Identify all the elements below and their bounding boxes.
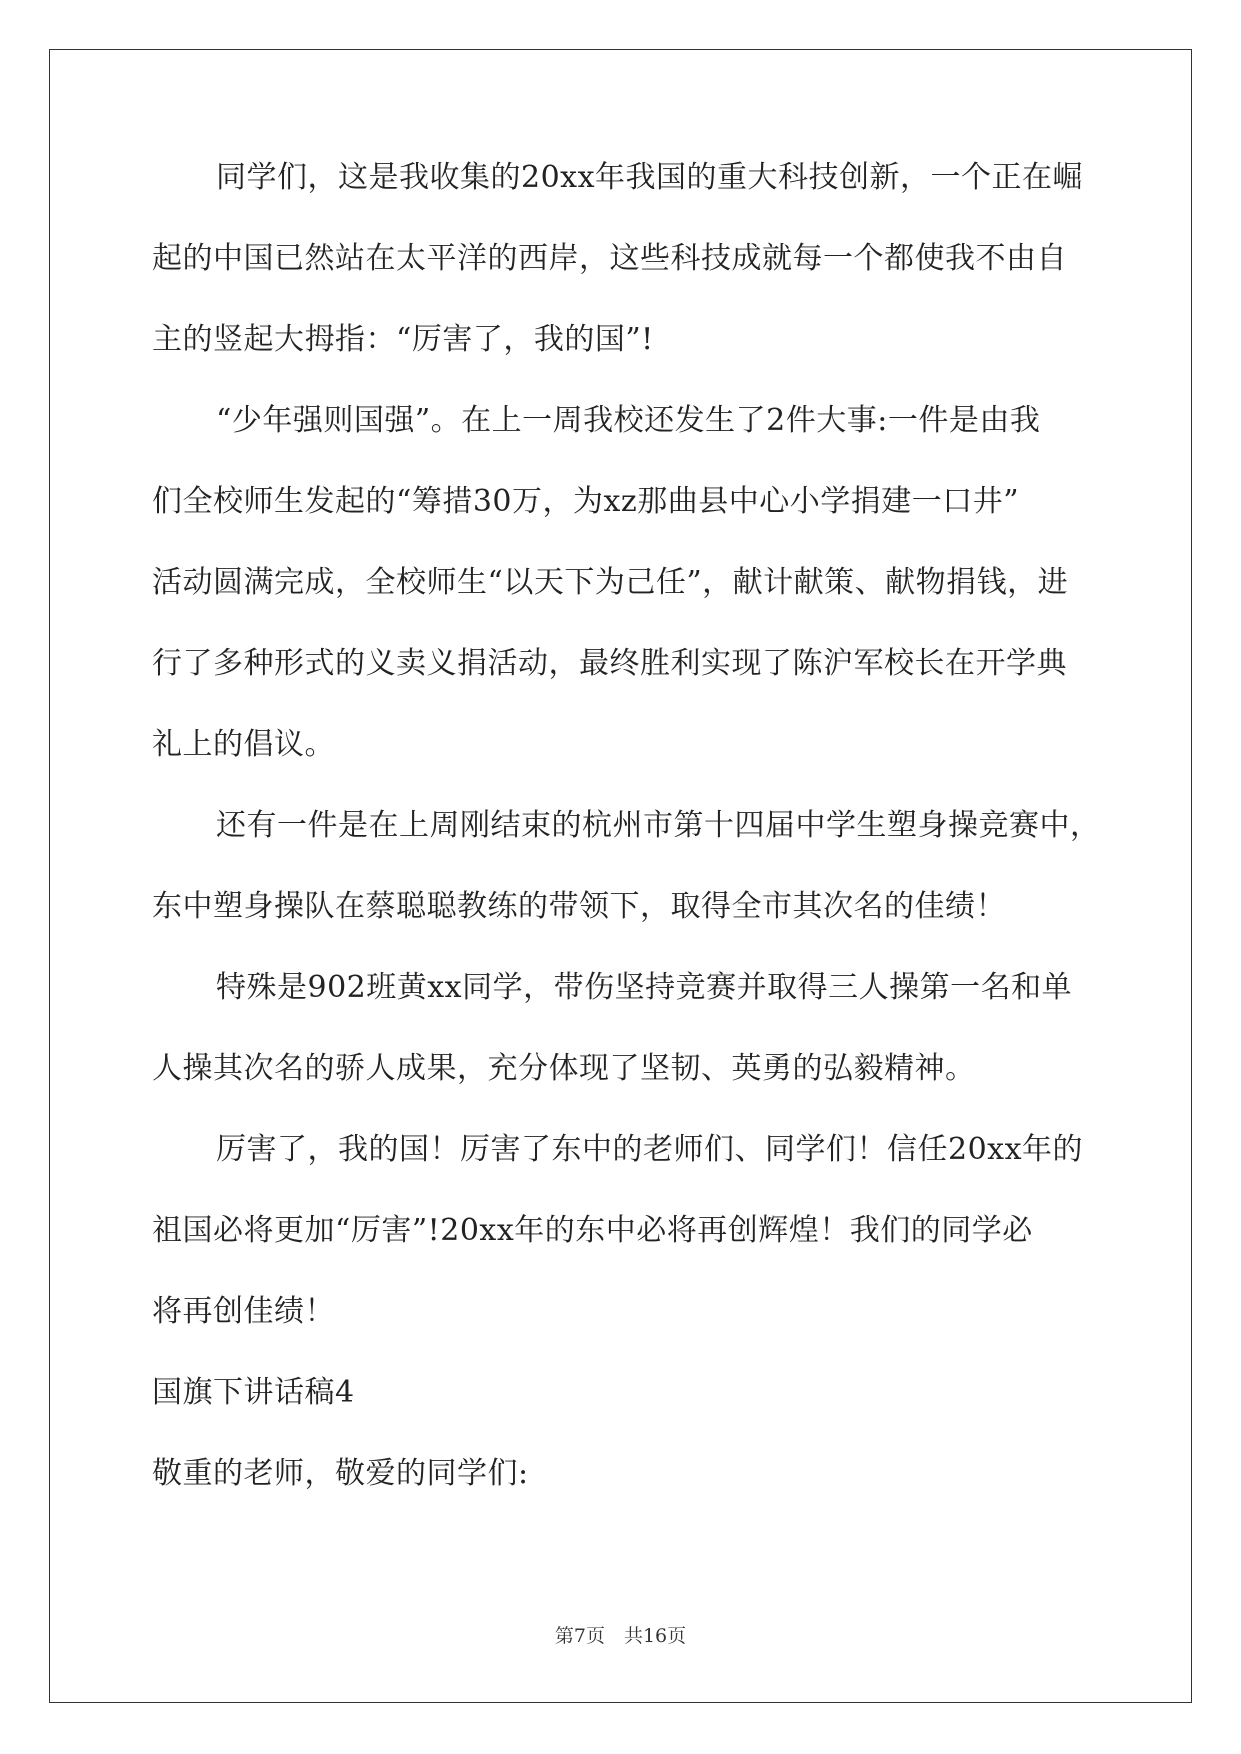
paragraph-competition <box>152 808 1101 925</box>
text-line: 祖国必将更加“厉害”!20xx年的东中必将再创辉煌！我们的同学必 <box>152 1213 1033 1248</box>
paragraph-science-achievements <box>152 160 1092 358</box>
text-line: 人操其次名的骄人成果，充分体现了坚韧、英勇的弘毅精神。 <box>152 1051 976 1086</box>
section-title: 国旗下讲话稿4 <box>152 1375 355 1410</box>
text-line: “少年强则国强”。在上一周我校还发生了2件大事:一件是由我 <box>216 403 1041 438</box>
text-line: 行了多种形式的义卖义捐活动，最终胜利实现了陈沪军校长在开学典 <box>152 646 1067 681</box>
text-line: 礼上的倡议。 <box>152 727 335 762</box>
text-line: 将再创佳绩！ <box>152 1294 335 1329</box>
text-line: 起的中国已然站在太平洋的西岸，这些科技成就每一个都使我不由自 <box>152 241 1067 276</box>
salutation: 敬重的老师，敬爱的同学们: <box>152 1456 529 1491</box>
text-line: 们全校师生发起的“筹措30万，为xz那曲县中心小学捐建一口井” <box>152 484 1020 519</box>
text-line: 还有一件是在上周刚结束的杭州市第十四届中学生塑身操竞赛中， <box>216 808 1101 843</box>
page-number: 第7页 共16页 <box>554 1625 687 1647</box>
text-line: 东中塑身操队在蔡聪聪教练的带领下，取得全市其次名的佳绩！ <box>152 889 1006 924</box>
paragraph-school-events <box>152 403 1092 763</box>
text-line: 活动圆满完成，全校师生“以天下为己任”，献计献策、献物捐钱，进 <box>152 565 1069 600</box>
text-line: 厉害了，我的国！厉害了东中的老师们、同学们！信任20xx年的 <box>216 1132 1084 1167</box>
paragraph-student-achievement <box>152 970 1092 1087</box>
text-line: 特殊是902班黄xx同学，带伤坚持竞赛并取得三人操第一名和单 <box>216 970 1073 1005</box>
document-body <box>152 160 1101 1537</box>
text-line: 同学们，这是我收集的20xx年我国的重大科技创新，一个正在崛 <box>216 160 1084 195</box>
paragraph-closing <box>152 1132 1092 1330</box>
text-line: 主的竖起大拇指：“厉害了，我的国”! <box>152 322 654 357</box>
